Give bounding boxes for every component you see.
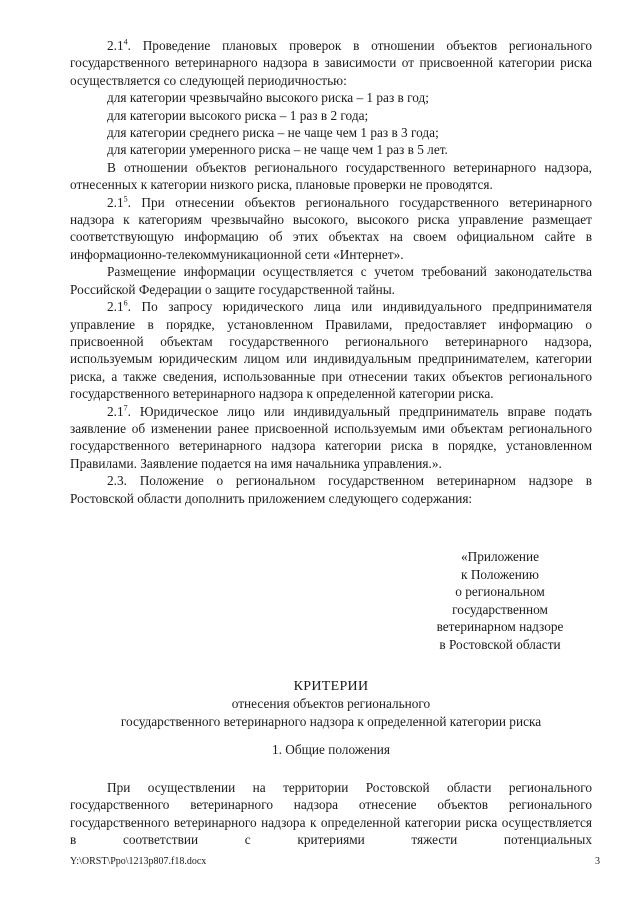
appendix-line: в Ростовской области (439, 636, 561, 652)
document-body (70, 37, 592, 507)
appendix-line: к Положению (461, 566, 539, 582)
list-item: для категории чрезвычайно высокого риска – 1 раз в год; (107, 90, 429, 106)
list-item: для категории умеренного риска – не чаще чем 1 раз в 5 лет. (107, 142, 448, 158)
criteria-subtitle-line: отнесения объектов регионального (231, 696, 431, 712)
appendix-line: о региональном (455, 584, 545, 600)
list-item: для категории среднего риска – не чаще чем 1 раз в 3 года; (107, 125, 439, 141)
paragraph-state-secret: Размещение информации осуществляется с учетом требований законодательства Российской Федерации о защите государственной тайны. (70, 264, 592, 297)
section-title: 1. Общие положения (271, 742, 391, 757)
paragraph-low-risk: В отношении объектов регионального государственного ветеринарного надзора, отнесенных к категории низкого риска, плановые проверки не проводятся. (70, 159, 592, 193)
appendix-line: ветеринарном надзоре (436, 619, 564, 635)
appendix-line: «Приложение (460, 549, 539, 564)
paragraph-2-1-6: $2.1^6$. По запросу юридического лица или индивидуального предпринимателя управление в порядке, установленном Правилами, предоставляет информацию о присвоенной объектам государственного регионального ветеринарного надзора, используемым юридическим лицом или индивидуальным предпринимателем, категории риска, а также сведения, использованные при отнесении таких объектов регионального государственного ветеринарного надзора к определенной категории риска. (70, 298, 592, 402)
appendix-line: государственном (452, 601, 548, 617)
paragraph-general: При осуществлении на территории Ростовской области регионального государственного ветеринарного надзора отнесение объектов регионального государственного ветеринарного надзора к определенной категории риска осуществляется в соответствии с критериями тяжести потенциальных (70, 780, 592, 848)
criteria-title: КРИТЕРИИ (293, 679, 369, 694)
appendix-header (410, 548, 590, 654)
periodicity-list (70, 89, 592, 159)
list-item: для категории высокого риска – 1 раз в 2 года; (107, 107, 369, 123)
paragraph-2-1-4: $2.1^4$. Проведение плановых проверок в отношении объектов регионального государственного ветеринарного надзора в зависимости от присвоенной категории риска осуществляется со следующей периодичностью: (70, 37, 592, 88)
page-footer (70, 856, 600, 867)
file-path: Y:\ORST\Ppo\1213p807.f18.docx (70, 856, 207, 867)
criteria-heading (70, 678, 592, 730)
paragraph-2-1-7: $2.1^7$. Юридическое лицо или индивидуальный предприниматель вправе подать заявление об изменении ранее присвоенной используемым ими объектам регионального государственного ветеринарного надзора категории риска в порядке, установленном Правилами. Заявление подается на имя начальника управления.». (70, 403, 592, 471)
paragraph-2-1-5: $2.1^5$. При отнесении объектов регионального государственного ветеринарного надзора к категориям чрезвычайно высокого, высокого риска управление размещает соответствующую информацию об этих объектах на своем официальном сайте в информационно-телекоммуникационной сети «Интернет». (70, 194, 592, 262)
section-body (70, 779, 592, 849)
page-number: 3 (595, 856, 600, 867)
criteria-subtitle-line: государственного ветеринарного надзора к определенной категории риска (120, 713, 542, 729)
paragraph-2-3: 2.3. Положение о региональном государственном ветеринарном надзоре в Ростовской области дополнить приложением следующего содержания: (70, 473, 592, 506)
